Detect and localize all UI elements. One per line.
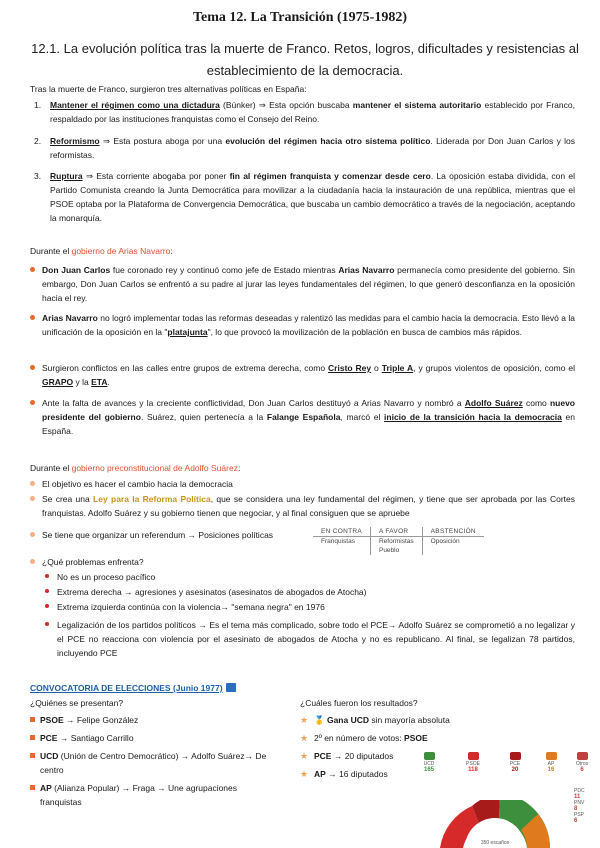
text: sin mayoría absoluta [369,715,450,725]
highlight-text: gobierno de Arias Navarro [71,246,171,256]
table-cell [313,546,370,555]
party-name: PSOE [40,715,64,725]
party-label: PSOE [466,761,480,767]
text: ", lo que provocó la movilización de la población en busca de cambios más rápidos. [207,327,522,337]
text: en España. [42,412,575,436]
results-question: ¿Cuáles fueron los resultados? [300,698,418,708]
party-label: PSP [574,812,585,818]
bold-text: nuevo presidente del gobierno [42,398,575,422]
result-item [300,767,580,781]
suarez-bullet-1 [30,477,575,491]
party-label: UCD [423,761,435,767]
bullet-icon [45,589,49,593]
text: como [522,398,550,408]
text: Durante el [30,246,72,256]
text: permanecía como presidente del gobierno. Sin embargo, Don Juan Carlos se enfrentó a su padre al jurar las leyes fundamentales del régimen, lo que generó desconfianza en la oposición hacia el rey. [42,265,576,303]
star-icon: ★ [300,751,309,761]
party-seats: 11 [574,794,581,800]
arias-bullet-2 [30,311,575,339]
text: (Unión de Centro Democrático) → Adolfo Suárez→ De centro [40,751,267,775]
text: (Alianza Popular) → Fraga → Une agrupaciones franquistas [40,783,238,807]
text: . La oposición estaba dividida, con el Partido Comunista creando la Junta Democrática para movilizar a la ciudadanía hacia la instauración de una república, mientras que el PSOE optaba por la Plataforma de Convergencia Democrática, que buscaba un cambio democrático a través de la negociación, aceptando la monarquía. [50,171,575,223]
bold-text: Falange Española [266,412,341,422]
text: (Búnker) ⇒ Esta opción buscaba [219,100,353,110]
ballot-box-icon [226,683,236,692]
text: Se crea una [42,494,94,504]
bold-text: inicio de la transición hacia la democracia [384,412,562,422]
star-icon: ★ [300,733,309,743]
party-name: UCD [40,751,59,761]
party-seats: 6 [580,767,584,773]
party-seats: 8 [574,806,578,812]
bullet-icon [30,496,35,501]
alternative-name: Mantener el régimen como una dictadura [50,100,220,110]
party-label: PNV [574,800,585,806]
bold-text: Adolfo Suárez [464,398,523,408]
alternative-name: Ruptura [50,171,83,181]
text: Ante la falta de avances y la creciente conflictividad, Don Juan Carlos destituyó a Arias Navarro y nombró a [42,398,465,408]
text: establecido por Franco, respaldado por las instituciones franquistas como el Consejo del Reino. [50,100,575,124]
table-cell: Franquistas [313,537,370,547]
highlight-text: Ley para la Reforma Política [93,494,211,504]
problem-item [45,618,575,660]
party-label: PDC [574,788,585,794]
highlight-text: gobierno preconstitucional de Adolfo Suárez [71,463,238,473]
candidate-item [30,781,275,809]
suarez-bullet-4 [30,555,575,569]
table-header: ABSTENCIÓN [422,527,484,537]
text: El objetivo es hacer el cambio hacia la democracia [42,479,233,489]
party-name: PCE [314,751,332,761]
party-psoe [462,752,484,773]
problem-item [45,570,575,584]
candidate-item [30,731,275,745]
bullet-icon [30,559,35,564]
bullet-icon [30,785,35,790]
bold-text: ETA [91,377,108,387]
suarez-bullet-3 [30,528,320,542]
party-label: PCE [509,761,521,767]
table-header: A FAVOR [370,527,422,537]
candidate-item [30,749,275,777]
hemicycle-svg [410,800,580,848]
bold-text: GRAPO [42,377,74,387]
text: Extrema izquierda continúa con la violencia→ "semana negra" en 1976 [57,602,325,612]
table-cell: Oposición [430,538,460,545]
bullet-icon [30,267,35,272]
text: Extrema derecha → agresiones y asesinatos (asesinatos de abogados de Atocha) [57,587,367,597]
text: o [371,363,382,373]
party-seats: 118 [468,767,478,773]
bold-text: platajunta [167,327,208,337]
text: Durante el [30,463,72,473]
bold-text: Arias Navarro [338,265,395,275]
bold-text: Triple A [381,363,414,373]
bullet-icon [30,400,35,405]
text: No es un proceso pacífico [57,572,156,582]
referendum-table [313,527,484,555]
page-title: Tema 12. La Transición (1975-1982) [192,10,408,25]
text: y la [73,377,92,387]
text: → Santiago Carrillo [57,733,134,743]
text: no logró implementar todas las reformas deseadas y ralentizó las medidas para el cambio hacia la democracia. Esto llevó a la unificación de la oposición en la " [42,313,575,337]
hemicycle-label: 350 escaños [480,840,510,846]
bullet-icon [30,315,35,320]
party-label: AP [547,761,555,767]
text: → 16 diputados [325,769,388,779]
text: Surgieron conflictos en las calles entre grupos de extrema derecha, como [42,363,329,373]
party-name: AP [314,769,326,779]
party-seats: 20 [511,767,519,773]
text: → Felipe González [63,715,139,725]
star-icon: ★ [300,769,309,779]
candidate-item [30,713,275,727]
bullet-icon [30,735,35,740]
party-logo-icon [468,752,479,760]
text: . [107,377,110,387]
party-ucd [418,752,440,773]
medal-icon: 🥇 [314,715,325,725]
table-header: EN CONTRA [313,527,370,537]
alternative-1 [34,98,575,126]
bullet-icon [30,365,35,370]
party-seats: 165 [423,767,434,773]
party-name: PCE [40,733,58,743]
party-ap [540,752,562,773]
problem-item [45,585,575,599]
bold-text: mantener el sistema autoritario [352,100,482,110]
party-logo-icon [510,752,521,760]
party-seats: 6 [574,818,578,824]
alternative-2 [34,134,575,162]
party-name: AP [40,783,52,793]
arias-bullet-3 [30,361,575,389]
bold-text: Arias Navarro [42,313,98,323]
text: ⇒ Esta postura aboga por una [99,136,226,146]
party-name: Gana UCD [326,715,370,725]
text: Legalización de los partidos políticos → Es el tema más complicado, sobre todo el PCE→ Adolfo Suárez se comprometió a no legalizar y el PCE no reacciona con violencia por el asesinato de abogados de Atocha y no es republicano. Al final, se legalizan 78 partidos, incluyendo PCE [57,620,575,658]
text: → 20 diputados [331,751,394,761]
result-item [300,731,580,745]
party-logo-icon [546,752,557,760]
arias-heading [30,246,173,256]
elections-heading [30,683,236,693]
alternative-name: Reformismo [50,136,100,146]
bullet-icon [45,622,49,626]
candidates-question: ¿Quiénes se presentan? [30,698,124,708]
text: ⇒ Esta corriente abogaba por poner [82,171,230,181]
text: , y grupos violentos de oposición, como el [413,363,576,373]
alternative-3 [34,169,575,225]
star-icon: ★ [300,715,309,725]
party-logo-icon [577,752,588,760]
text: , que se considera una ley fundamental del régimen, y tiene que ser aprobada por las Cortes franquistas. Adolfo Suárez y su gobierno tienen que negociar, y al final consiguen que se apruebe [42,494,576,518]
text: . Suárez, quien pertenecía a la [140,412,267,422]
result-item [300,749,580,763]
party-label: Otros [575,761,589,767]
bold-text: Don Juan Carlos [42,265,111,275]
suarez-bullet-2 [30,492,575,520]
table-cell: Reformistas [370,537,422,547]
text: ¿Qué problemas enfrenta? [42,557,144,567]
bold-text: fin al régimen franquista y comenzar desde cero [229,171,431,181]
text: , marcó el [340,412,385,422]
list-number: 2. [34,136,42,146]
list-number: 1. [34,100,42,110]
party-logo-icon [424,752,435,760]
text: : [170,246,173,256]
text: 2º en número de votos: [314,733,405,743]
table-row [313,546,484,555]
text: Se tiene que organizar un referendum → Posiciones políticas [42,530,274,540]
problem-item [45,600,575,614]
bullet-icon [30,532,35,537]
table-cell [422,546,484,555]
bullet-icon [45,574,49,578]
text: : [237,463,241,473]
result-item [300,713,580,727]
party-pce [504,752,526,773]
bullet-icon [30,753,35,758]
text: CONVOCATORIA DE ELECCIONES (Junio 1977) [30,683,223,693]
table-cell: Pueblo [370,546,422,555]
arias-bullet-4 [30,396,575,438]
intro-text: Tras la muerte de Franco, surgieron tres alternativas políticas en España: [30,84,307,94]
parliament-chart [410,800,580,848]
party-others [570,752,594,773]
party-name: PSOE [404,733,428,743]
bold-text: evolución del régimen hacia otro sistema político [225,136,431,146]
text: fue coronado rey y continuó como jefe de Estado mientras [110,265,339,275]
bullet-icon [30,481,35,486]
party-seats: 16 [547,767,555,773]
suarez-heading [30,463,240,473]
bullet-icon [45,604,49,608]
list-number: 3. [34,171,42,181]
text: . Liderada por Don Juan Carlos y los reformistas. [50,136,575,160]
bullet-icon [30,717,35,722]
section-subtitle: 12.1. La evolución política tras la muerte de Franco. Retos, logros, dificultades y resistencias al establecimiento de la democracia. [31,41,579,78]
table-row [313,537,484,547]
arias-bullet-1 [30,263,575,305]
table-header-row [313,527,484,537]
bold-text: Cristo Rey [328,363,372,373]
